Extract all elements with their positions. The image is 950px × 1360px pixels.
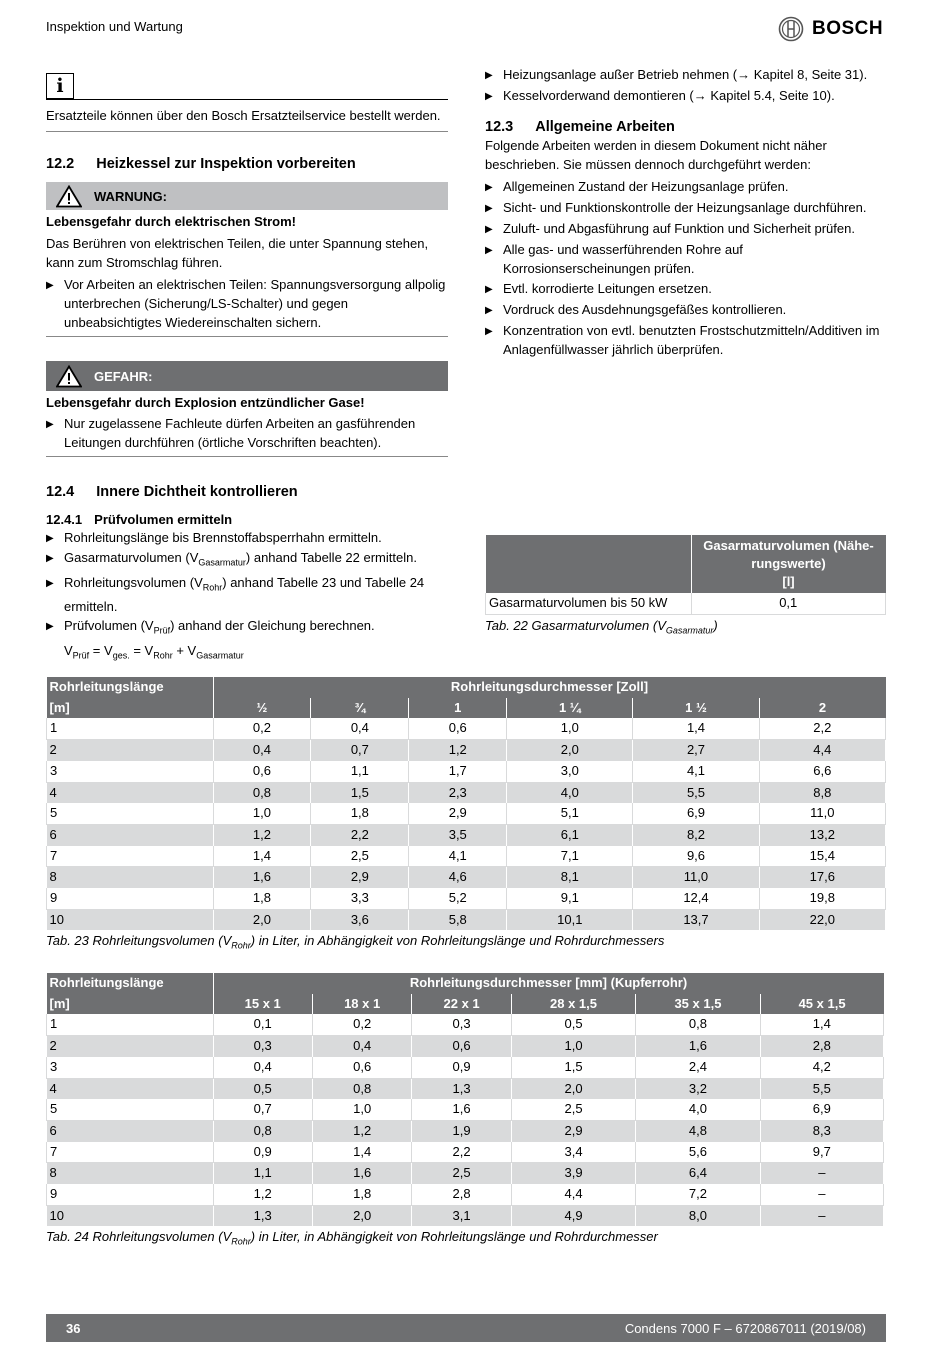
volume-cell: 1,2 (312, 1120, 411, 1141)
row-length-cell: 7 (47, 1142, 214, 1163)
volume-cell: 1,3 (213, 1205, 312, 1226)
volume-cell: 1,8 (312, 1184, 411, 1205)
volume-cell: 5,2 (409, 888, 507, 909)
volume-cell: 13,2 (759, 824, 885, 845)
table-row (47, 1163, 884, 1184)
volume-cell: 8,0 (636, 1205, 760, 1226)
table-row (47, 1120, 884, 1141)
volume-cell: 0,6 (213, 761, 311, 782)
danger-title: Lebensgefahr durch Explosion entzündlicher Gase! (46, 395, 365, 410)
volume-cell: 0,6 (312, 1057, 411, 1078)
volume-cell: 2,9 (311, 867, 409, 888)
bullet-arrow-icon: ▶ (46, 553, 54, 564)
warning-bar (46, 182, 448, 210)
row-length-cell: 9 (47, 888, 214, 909)
t24-col-header: 15 x 1 (213, 994, 312, 1015)
volume-cell: 0,2 (213, 718, 311, 739)
volume-cell: 6,6 (759, 761, 885, 782)
general-task-item: ▶ Sicht- und Funktionskontrolle der Heizungsanlage durchführen. (485, 198, 885, 218)
volume-cell: 1,2 (409, 740, 507, 761)
volume-cell: 19,8 (759, 888, 885, 909)
volume-cell: 2,9 (511, 1120, 635, 1141)
bullet-arrow-icon: ▶ (46, 621, 54, 633)
volume-cell: 4,9 (511, 1205, 635, 1226)
volume-cell: 11,0 (633, 867, 759, 888)
volume-cell: – (760, 1205, 883, 1226)
volume-cell: 4,4 (511, 1184, 635, 1205)
table-row (47, 761, 886, 782)
volume-cell: 15,4 (759, 846, 885, 867)
warning-label: WARNUNG: (94, 188, 167, 204)
bullet-arrow-icon: ▶ (485, 182, 493, 193)
volume-cell: 0,8 (213, 1120, 312, 1141)
general-task-item: ▶ Zuluft- und Abgasführung auf Funktion und Sicherheit prüfen. (485, 219, 885, 239)
volume-cell: 1,0 (507, 718, 633, 739)
volume-cell: 0,4 (311, 718, 409, 739)
volume-cell: 2,0 (213, 909, 311, 930)
bosch-armature-icon (778, 16, 804, 42)
info-note: Ersatzteile können über den Bosch Ersatzteilservice bestellt werden. (46, 108, 441, 123)
volume-cell: 0,4 (213, 1057, 312, 1078)
volume-cell: 13,7 (633, 909, 759, 930)
volume-cell: 2,0 (312, 1205, 411, 1226)
volume-cell: 5,5 (760, 1078, 883, 1099)
volume-cell: 4,6 (409, 867, 507, 888)
running-header: Inspektion und Wartung (46, 19, 183, 34)
warning-triangle-icon (56, 185, 82, 208)
row-length-cell: 6 (47, 824, 214, 845)
volume-cell: 1,3 (412, 1078, 511, 1099)
volume-cell: 8,3 (760, 1120, 883, 1141)
row-length-cell: 4 (47, 1078, 214, 1099)
table-row (47, 888, 886, 909)
table-row (47, 718, 886, 739)
row-length-cell: 7 (47, 846, 214, 867)
warning-text: Das Berühren von elektrischen Teilen, die unter Spannung stehen, kann zum Stromschlag führen. (46, 236, 429, 270)
volume-cell: 17,6 (759, 867, 885, 888)
volume-cell: 0,7 (213, 1099, 312, 1120)
volume-cell: 6,9 (633, 803, 759, 824)
bullet-arrow-icon: ▶ (485, 91, 493, 102)
volume-cell: 1,0 (213, 803, 311, 824)
volume-cell: – (760, 1163, 883, 1184)
danger-label: GEFAHR: (94, 368, 153, 384)
volume-cell: 1,0 (511, 1036, 635, 1057)
volume-cell: 9,1 (507, 888, 633, 909)
volume-cell: 22,0 (759, 909, 885, 930)
table-23-unit-header: [m] (47, 698, 214, 719)
volume-cell: 1,8 (311, 803, 409, 824)
table-row (47, 782, 886, 803)
volume-cell: 2,8 (412, 1184, 511, 1205)
volume-cell: 3,0 (507, 761, 633, 782)
bullet-arrow-icon: ▶ (46, 280, 54, 291)
volume-cell: 2,4 (636, 1057, 760, 1078)
danger-triangle-icon (56, 365, 82, 388)
t23-col-header: 1 ½ (633, 698, 759, 719)
table-row (47, 1014, 884, 1035)
t24-col-header: 22 x 1 (412, 994, 511, 1015)
general-task-item: ▶ Evtl. korrodierte Leitungen ersetzen. (485, 279, 885, 299)
brand-name: BOSCH (812, 18, 884, 39)
heading-12-4: 12.4 Innere Dichtheit kontrollieren (46, 484, 298, 500)
volume-cell: 0,8 (636, 1014, 760, 1035)
bosch-logo (778, 16, 883, 42)
row-length-cell: 1 (47, 1014, 214, 1035)
equation: $V_{Prüf} = V_{ges.} = V_{Rohr} + V_{Gasarmatur}$ (64, 642, 244, 661)
bullet-arrow-icon: ▶ (485, 70, 493, 81)
volume-cell: 2,8 (760, 1036, 883, 1057)
volume-cell: 1,4 (760, 1014, 883, 1035)
general-task-item: ▶ Alle gas- und wasserführenden Rohre auf Korrosionserscheinungen prüfen. (485, 242, 743, 276)
volume-cell: 4,2 (760, 1057, 883, 1078)
volume-cell: 0,4 (213, 740, 311, 761)
table-row (47, 1078, 884, 1099)
right-column (485, 65, 885, 359)
volume-cell: 2,0 (511, 1078, 635, 1099)
t23-col-header: 2 (759, 698, 885, 719)
row-length-cell: 2 (47, 740, 214, 761)
row-length-cell: 9 (47, 1184, 214, 1205)
row-length-cell: 3 (47, 761, 214, 782)
volume-cell: 6,1 (507, 824, 633, 845)
volume-cell: 8,1 (507, 867, 633, 888)
volume-cell: 1,6 (213, 867, 311, 888)
volume-cell: 1,6 (312, 1163, 411, 1184)
volume-cell: 2,2 (311, 824, 409, 845)
volume-cell: 1,1 (311, 761, 409, 782)
table-row (47, 1099, 884, 1120)
volume-cell: 3,1 (412, 1205, 511, 1226)
bullet-arrow-icon: ▶ (46, 533, 54, 544)
volume-cell: 3,5 (409, 824, 507, 845)
row-length-cell: 8 (47, 867, 214, 888)
table-row (47, 1205, 884, 1226)
heading-12-2: 12.2 Heizkessel zur Inspektion vorbereiten (46, 156, 356, 172)
volume-cell: 8,8 (759, 782, 885, 803)
volume-cell: 2,5 (311, 846, 409, 867)
volume-cell: 9,7 (760, 1142, 883, 1163)
volume-cell: 3,9 (511, 1163, 635, 1184)
row-length-cell: 3 (47, 1057, 214, 1078)
volume-cell: 0,3 (412, 1014, 511, 1035)
general-task-item: ▶ Vordruck des Ausdehnungsgefäßes kontrollieren. (485, 300, 885, 320)
row-length-cell: 5 (47, 803, 214, 824)
volume-cell: 0,3 (213, 1036, 312, 1057)
volume-cell: 7,2 (636, 1184, 760, 1205)
bullet-arrow-icon: ▶ (46, 419, 54, 430)
bullet-arrow-icon: ▶ (485, 305, 493, 316)
volume-cell: 6,4 (636, 1163, 760, 1184)
volume-cell: 4,8 (636, 1120, 760, 1141)
bullet-arrow-icon: ▶ (46, 577, 54, 589)
volume-cell: 1,8 (213, 888, 311, 909)
volume-cell: 3,6 (311, 909, 409, 930)
volume-cell: 0,9 (213, 1142, 312, 1163)
heading-12-3: 12.3 Allgemeine Arbeiten (485, 119, 675, 135)
t24-col-header: 45 x 1,5 (760, 994, 883, 1015)
volume-cell: 0,6 (412, 1036, 511, 1057)
table-24-unit-header: [m] (47, 994, 214, 1015)
page-footer (46, 1314, 886, 1342)
volume-cell: 4,0 (507, 782, 633, 803)
row-length-cell: 10 (47, 909, 214, 930)
t24-col-header: 28 x 1,5 (511, 994, 635, 1015)
section-intro: Folgende Arbeiten werden in diesem Dokument nicht näher beschrieben. Sie müssen dennoch durchgeführt werden: (485, 138, 827, 172)
step-4: ▶ Prüfvolumen $(V_{Prüf})$ anhand der Gleichung berechnen. $V_{Prüf} = V_{ges.} = V_{Rohr} + V_{Gasarmatur}$ (46, 616, 448, 665)
table-22-empty-header (486, 535, 692, 593)
table-23-caption: Tab. 23 Rohrleitungsvolumen $(V_{Rohr})$ in Liter, in Abhängigkeit von Rohrleitungslänge und Rohrdurchmessers (46, 933, 665, 952)
table-row (47, 824, 886, 845)
volume-cell: 0,4 (312, 1036, 411, 1057)
volume-cell: 1,6 (412, 1099, 511, 1120)
row-length-cell: 1 (47, 718, 214, 739)
table-24-length-header: Rohrleitungslänge (47, 973, 214, 994)
table-24-group-header: Rohrleitungsdurchmesser [mm] (Kupferrohr) (213, 973, 884, 994)
volume-cell: 5,6 (636, 1142, 760, 1163)
volume-cell: – (760, 1184, 883, 1205)
general-task-item: ▶ Allgemeinen Zustand der Heizungsanlage prüfen. (485, 177, 885, 197)
volume-cell: 3,3 (311, 888, 409, 909)
volume-cell: 2,3 (409, 782, 507, 803)
table-23 (46, 677, 886, 951)
volume-cell: 4,4 (759, 740, 885, 761)
right-bullet-1: ▶ Heizungsanlage außer Betrieb nehmen (→ Kapitel 8, Seite 31). (485, 65, 885, 85)
volume-cell: 2,2 (759, 718, 885, 739)
volume-cell: 0,5 (213, 1078, 312, 1099)
row-length-cell: 6 (47, 1120, 214, 1141)
volume-cell: 0,7 (311, 740, 409, 761)
row-length-cell: 2 (47, 1036, 214, 1057)
table-22-row-label: Gasarmaturvolumen bis 50 kW (486, 593, 692, 614)
t24-col-header: 35 x 1,5 (636, 994, 760, 1015)
volume-cell: 1,6 (636, 1036, 760, 1057)
volume-cell: 1,4 (213, 846, 311, 867)
volume-cell: 5,5 (633, 782, 759, 803)
row-length-cell: 10 (47, 1205, 214, 1226)
table-row (47, 867, 886, 888)
t23-col-header: 1 (409, 698, 507, 719)
volume-cell: 12,4 (633, 888, 759, 909)
volume-cell: 6,9 (760, 1099, 883, 1120)
volume-cell: 0,8 (312, 1078, 411, 1099)
volume-cell: 2,0 (507, 740, 633, 761)
table-24-caption: Tab. 24 Rohrleitungsvolumen $(V_{Rohr})$ in Liter, in Abhängigkeit von Rohrleitungslänge und Rohrdurchmesser (46, 1229, 658, 1248)
volume-cell: 10,1 (507, 909, 633, 930)
table-row (47, 740, 886, 761)
table-row (47, 1142, 884, 1163)
bullet-arrow-icon: ▶ (485, 245, 493, 256)
volume-cell: 3,4 (511, 1142, 635, 1163)
left-column (46, 73, 448, 665)
document-id: Condens 7000 F – 6720867011 (2019/08) (624, 1320, 866, 1336)
step-1: ▶ Rohrleitungslänge bis Brennstoffabsperrhahn ermitteln. (46, 528, 448, 548)
info-box (46, 73, 448, 100)
general-task-item: ▶ Konzentration von evtl. benutzten Frostschutzmitteln/Additiven im Anlagenfüllwasser jährlich überprüfen. (485, 323, 880, 357)
volume-cell: 4,1 (633, 761, 759, 782)
volume-cell: 1,7 (409, 761, 507, 782)
table-22-header: Gasarmaturvolumen (Nähe- rungswerte) [l] (691, 535, 886, 593)
volume-cell: 2,9 (409, 803, 507, 824)
row-length-cell: 5 (47, 1099, 214, 1120)
volume-cell: 5,8 (409, 909, 507, 930)
t23-col-header: 1 ¼ (507, 698, 633, 719)
volume-cell: 1,4 (633, 718, 759, 739)
bullet-arrow-icon: ▶ (485, 224, 493, 235)
volume-cell: 0,5 (511, 1014, 635, 1035)
volume-cell: 8,2 (633, 824, 759, 845)
t23-col-header: ¾ (311, 698, 409, 719)
volume-cell: 1,0 (312, 1099, 411, 1120)
divider (46, 456, 448, 457)
volume-cell: 9,6 (633, 846, 759, 867)
t23-col-header: ½ (213, 698, 311, 719)
volume-cell: 2,2 (412, 1142, 511, 1163)
heading-12-4-1: 12.4.1 Prüfvolumen ermitteln (46, 512, 233, 527)
volume-cell: 1,5 (511, 1057, 635, 1078)
volume-cell: 1,2 (213, 824, 311, 845)
table-row (47, 1057, 884, 1078)
t24-col-header: 18 x 1 (312, 994, 411, 1015)
table-23-length-header: Rohrleitungslänge (47, 677, 214, 698)
bullet-arrow-icon: ▶ (485, 203, 493, 214)
step-2: ▶ Gasarmaturvolumen $(V_{Gasarmatur})$ anhand Tabelle 22 ermitteln. (46, 548, 448, 573)
warning-bullet: ▶ Vor Arbeiten an elektrischen Teilen: Spannungsversorgung allpolig unterbrechen (Sicherung/LS-Schalter) und gegen unbeabsichtigtes Wiedereinschalten sichern. (46, 277, 446, 330)
table-row (47, 1036, 884, 1057)
volume-cell: 0,9 (412, 1057, 511, 1078)
step-3: ▶ Rohrleitungsvolumen $(V_{Rohr})$ anhand Tabelle 23 und Tabelle 24 ermitteln. (46, 574, 425, 615)
table-row (47, 1184, 884, 1205)
volume-cell: 1,2 (213, 1184, 312, 1205)
row-length-cell: 8 (47, 1163, 214, 1184)
bullet-arrow-icon: ▶ (485, 284, 493, 295)
volume-cell: 11,0 (759, 803, 885, 824)
table-row (47, 909, 886, 930)
warning-title: Lebensgefahr durch elektrischen Strom! (46, 214, 296, 229)
volume-cell: 3,2 (636, 1078, 760, 1099)
page-number: 36 (66, 1320, 81, 1336)
volume-cell: 1,4 (312, 1142, 411, 1163)
volume-cell: 1,5 (311, 782, 409, 803)
volume-cell: 2,5 (412, 1163, 511, 1184)
volume-cell: 0,2 (312, 1014, 411, 1035)
divider (46, 131, 448, 132)
table-row (47, 846, 886, 867)
volume-cell: 7,1 (507, 846, 633, 867)
volume-cell: 2,7 (633, 740, 759, 761)
table-23-group-header: Rohrleitungsdurchmesser [Zoll] (213, 677, 886, 698)
table-24 (46, 973, 884, 1247)
volume-cell: 5,1 (507, 803, 633, 824)
volume-cell: 0,8 (213, 782, 311, 803)
general-tasks-list (485, 177, 885, 359)
right-bullet-2: ▶ Kesselvorderwand demontieren (→ Kapitel 5.4, Seite 10). (485, 86, 885, 106)
volume-cell: 0,6 (409, 718, 507, 739)
table-row (47, 803, 886, 824)
table-22-row-value: 0,1 (691, 593, 886, 614)
volume-cell: 4,0 (636, 1099, 760, 1120)
volume-cell: 1,1 (213, 1163, 312, 1184)
danger-bullet: ▶ Nur zugelassene Fachleute dürfen Arbeiten an gasführenden Leitungen durchführen (örtliche Vorschriften beachten). (46, 416, 416, 450)
volume-cell: 0,1 (213, 1014, 312, 1035)
volume-cell: 1,9 (412, 1120, 511, 1141)
volume-cell: 2,5 (511, 1099, 635, 1120)
table-22-caption: Tab. 22 Gasarmaturvolumen $(V_{Gasarmatur})$ (485, 617, 718, 636)
info-icon: i (46, 73, 74, 99)
table-22 (485, 535, 886, 635)
divider (46, 336, 448, 337)
bullet-arrow-icon: ▶ (485, 326, 493, 337)
danger-bar (46, 361, 448, 391)
row-length-cell: 4 (47, 782, 214, 803)
volume-cell: 4,1 (409, 846, 507, 867)
